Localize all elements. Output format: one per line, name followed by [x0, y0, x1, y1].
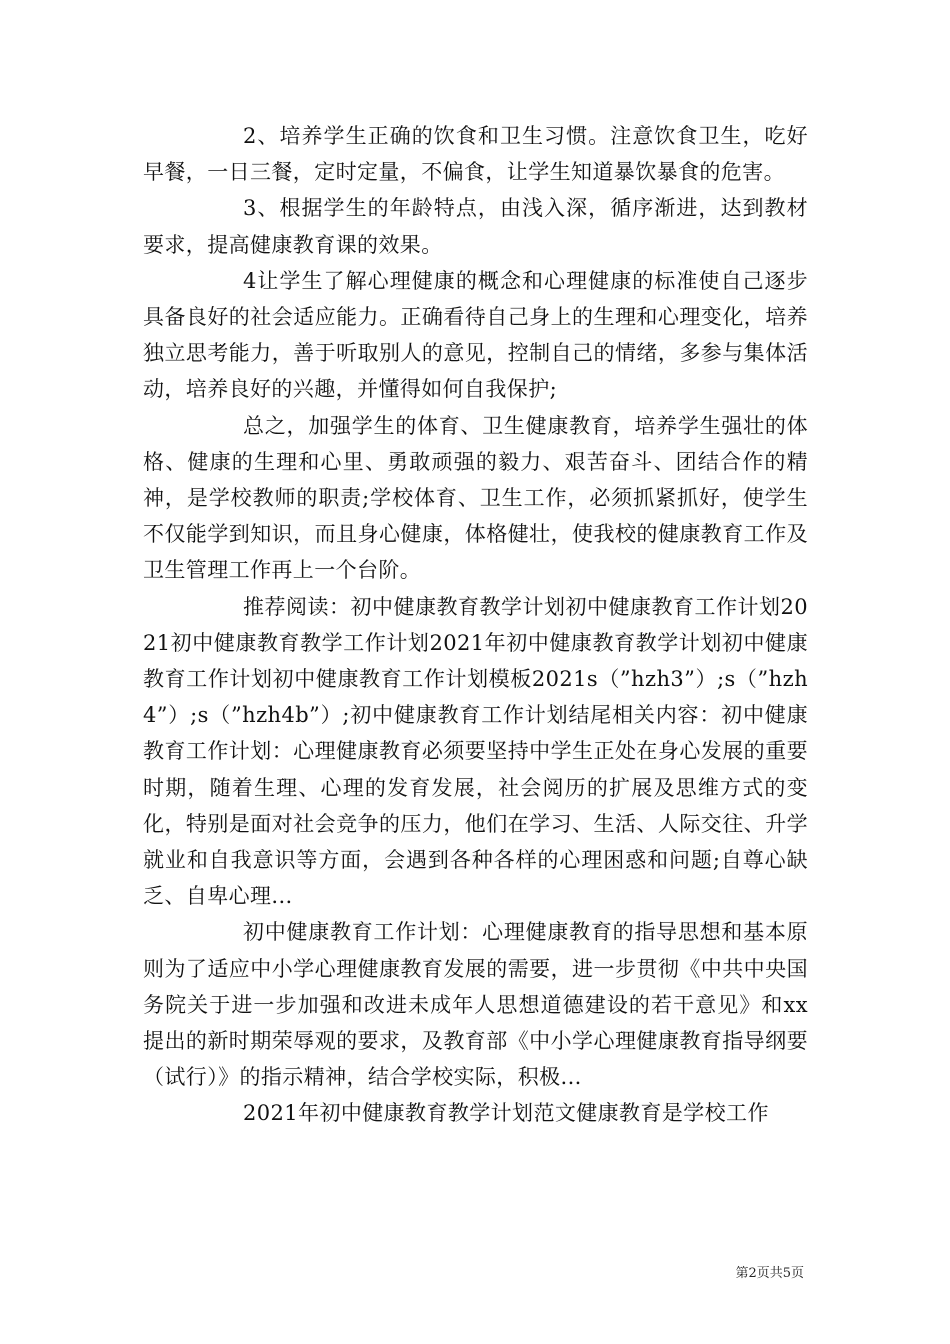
paragraph-recommended-reading: 推荐阅读：初中健康教育教学计划初中健康教育工作计划2021初中健康教育教学工作计划2021年初中健康教育教学计划初中健康教育工作计划初中健康教育工作计划模板2021s（”hzh3”）;s（”hzh4”）;s（”hzh4b”）;初中健康教育工作计划结尾相关内容：初中健康教育工作计划：心理健康教育必须要坚持中学生正处在身心发展的重要时期，随着生理、心理的发育发展，社会阅历的扩展及思维方式的变化，特别是面对社会竞争的压力，他们在学习、生活、人际交往、升学就业和自我意识等方面，会遇到各种各样的心理困惑和问题;自尊心缺乏、自卑心理...	[143, 594, 808, 909]
paragraph-age-characteristics: 3、根据学生的年龄特点，由浅入深，循序渐进，达到教材要求，提高健康教育课的效果。	[143, 196, 808, 257]
paragraph-hygiene-habits: 2、培养学生正确的饮食和卫生习惯。注意饮食卫生，吃好早餐，一日三餐，定时定量，不偏食，让学生知道暴饮暴食的危害。	[143, 124, 808, 185]
paragraph-2021-plan: 2021年初中健康教育教学计划范文健康教育是学校工作	[243, 1101, 769, 1126]
paragraph-guiding-principles: 初中健康教育工作计划：心理健康教育的指导思想和基本原则为了适应中小学心理健康教育发展的需要，进一步贯彻《中共中央国务院关于进一步加强和改进未成年人思想道德建设的若干意见》和xx提出的新时期荣辱观的要求，及教育部《中小学心理健康教育指导纲要（试行）》的指示精神，结合学校实际，积极...	[143, 920, 808, 1090]
page-number-footer: 第2页共5页	[735, 1266, 804, 1281]
paragraph-mental-health: 4让学生了解心理健康的概念和心理健康的标准使自己逐步具备良好的社会适应能力。正确看待自己身上的生理和心理变化，培养独立思考能力，善于听取别人的意见，控制自己的情绪，多参与集体活动，培养良好的兴趣，并懂得如何自我保护;	[143, 268, 808, 402]
paragraph-summary: 总之，加强学生的体育、卫生健康教育，培养学生强壮的体格、健康的生理和心里、勇敢顽强的毅力、艰苦奋斗、团结合作的精神，是学校教师的职责;学校体育、卫生工作，必须抓紧抓好，使学生不仅能学到知识，而且身心健康，体格健壮，使我校的健康教育工作及卫生管理工作再上一个台阶。	[143, 413, 808, 583]
body-text	[143, 118, 808, 1132]
